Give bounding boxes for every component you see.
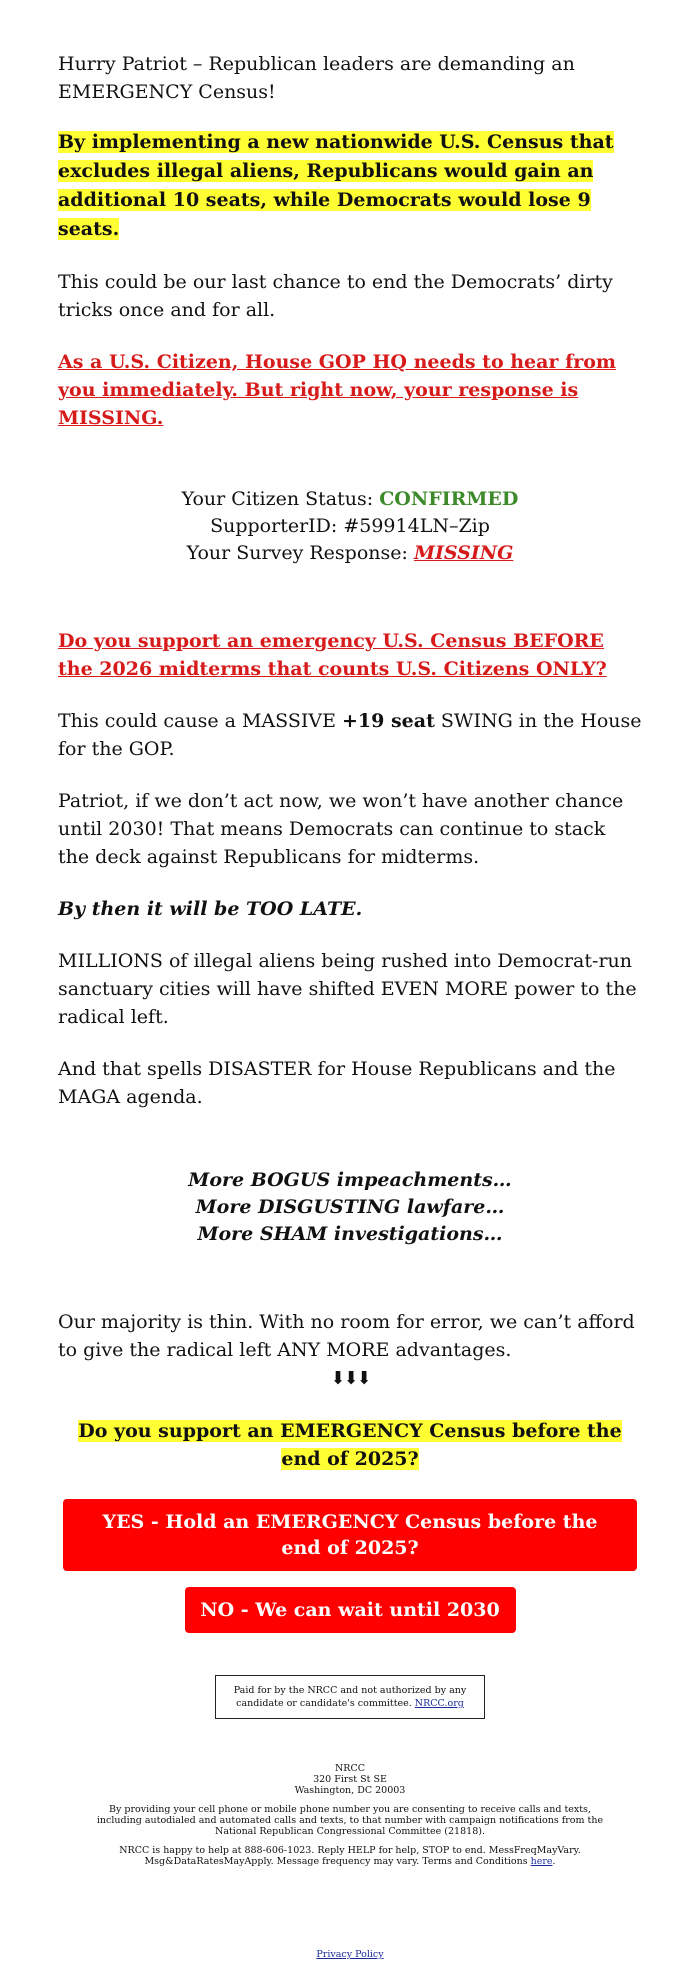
final-question [58, 1417, 642, 1473]
swing-bold: +19 seat [342, 710, 435, 732]
survey-response [58, 540, 642, 567]
nrcc-link[interactable]: NRCC.org [414, 1698, 464, 1709]
citizen-status [58, 486, 642, 513]
swing-before: This could cause a MASSIVE [58, 710, 342, 732]
footer-org: NRCC [334, 1763, 365, 1774]
citizen-status-value: CONFIRMED [379, 488, 519, 510]
final-question-text: Do you support an EMERGENCY Census before the end of 2025? [78, 1420, 622, 1470]
swing-after: SWING in the House for the GOP. [58, 710, 642, 760]
intro-text: Hurry Patriot – Republican leaders are demanding an EMERGENCY Census! [58, 53, 575, 103]
paid-for-text: Paid for by the NRCC and not authorized by any candidate or candidate's committee. [233, 1685, 467, 1709]
supporter-id: SupporterID: #59914LN–Zip [210, 515, 490, 537]
yes-button[interactable]: YES - Hold an EMERGENCY Census before the end of 2025? [63, 1499, 637, 1571]
footer [58, 1763, 642, 1867]
help-text-body: NRCC is happy to help at 888-606-1023. Reply HELP for help, STOP to end. MessFreqMayVary. Msg&DataRatesMayApply. Message frequency may vary. Terms and Conditions [119, 1845, 581, 1867]
census-question-link[interactable]: Do you support an emergency U.S. Census BEFORE the 2026 midterms that counts U.S. Citizens ONLY? [58, 630, 607, 680]
help-text-end: . [552, 1856, 556, 1867]
more-item: More DISGUSTING lawfare… [195, 1196, 505, 1218]
footer-street: 320 First St SE [313, 1774, 387, 1785]
survey-response-label: Your Survey Response: [186, 542, 414, 564]
down-arrows-icon: ⬇⬇⬇ [330, 1368, 370, 1389]
help-text [95, 1845, 605, 1867]
more-list [58, 1167, 642, 1248]
footer-address [58, 1763, 642, 1796]
citizen-response-link[interactable]: As a U.S. Citizen, House GOP HQ needs to hear from you immediately. But right now, your response is MISSING. [58, 351, 617, 429]
highlight-seats-text: By implementing a new nationwide U.S. Census that excludes illegal aliens, Republicans would gain an additional 10 seats, while Democrats would lose 9 seats. [58, 131, 614, 240]
citizen-status-label: Your Citizen Status: [181, 488, 380, 510]
footer-city: Washington, DC 20003 [294, 1785, 406, 1796]
last-chance-text: This could be our last chance to end the Democrats’ dirty tricks once and for all. [58, 271, 613, 321]
too-late-text: By then it will be TOO LATE. [58, 898, 363, 920]
status-panel [58, 486, 642, 567]
swing-text [58, 707, 642, 763]
privacy-row [58, 1949, 642, 1960]
majority-text: Our majority is thin. With no room for error, we can’t afford to give the radical left ANY MORE advantages. [58, 1311, 635, 1361]
millions-text: MILLIONS of illegal aliens being rushed into Democrat-run sanctuary cities will have shifted EVEN MORE power to the radical left. [58, 950, 637, 1028]
more-item: More SHAM investigations… [197, 1223, 503, 1245]
consent-text: By providing your cell phone or mobile phone number you are consenting to receive calls and texts, including autodialed and automated calls and texts, to that number with campaign notifications from the National Republican Congressional Committee (21818). [96, 1804, 604, 1837]
disaster-text: And that spells DISASTER for House Republicans and the MAGA agenda. [58, 1058, 616, 1108]
patriot-text: Patriot, if we don’t act now, we won’t have another chance until 2030! That means Democrats can continue to stack the deck against Republicans for midterms. [58, 790, 624, 868]
more-item: More BOGUS impeachments… [188, 1169, 512, 1191]
no-button[interactable]: NO - We can wait until 2030 [185, 1587, 516, 1633]
terms-link[interactable]: here [530, 1856, 553, 1867]
highlight-seats [58, 128, 642, 244]
survey-missing-link[interactable]: MISSING [413, 542, 514, 564]
paid-for-box [215, 1675, 485, 1719]
privacy-policy-link[interactable]: Privacy Policy [316, 1949, 384, 1960]
